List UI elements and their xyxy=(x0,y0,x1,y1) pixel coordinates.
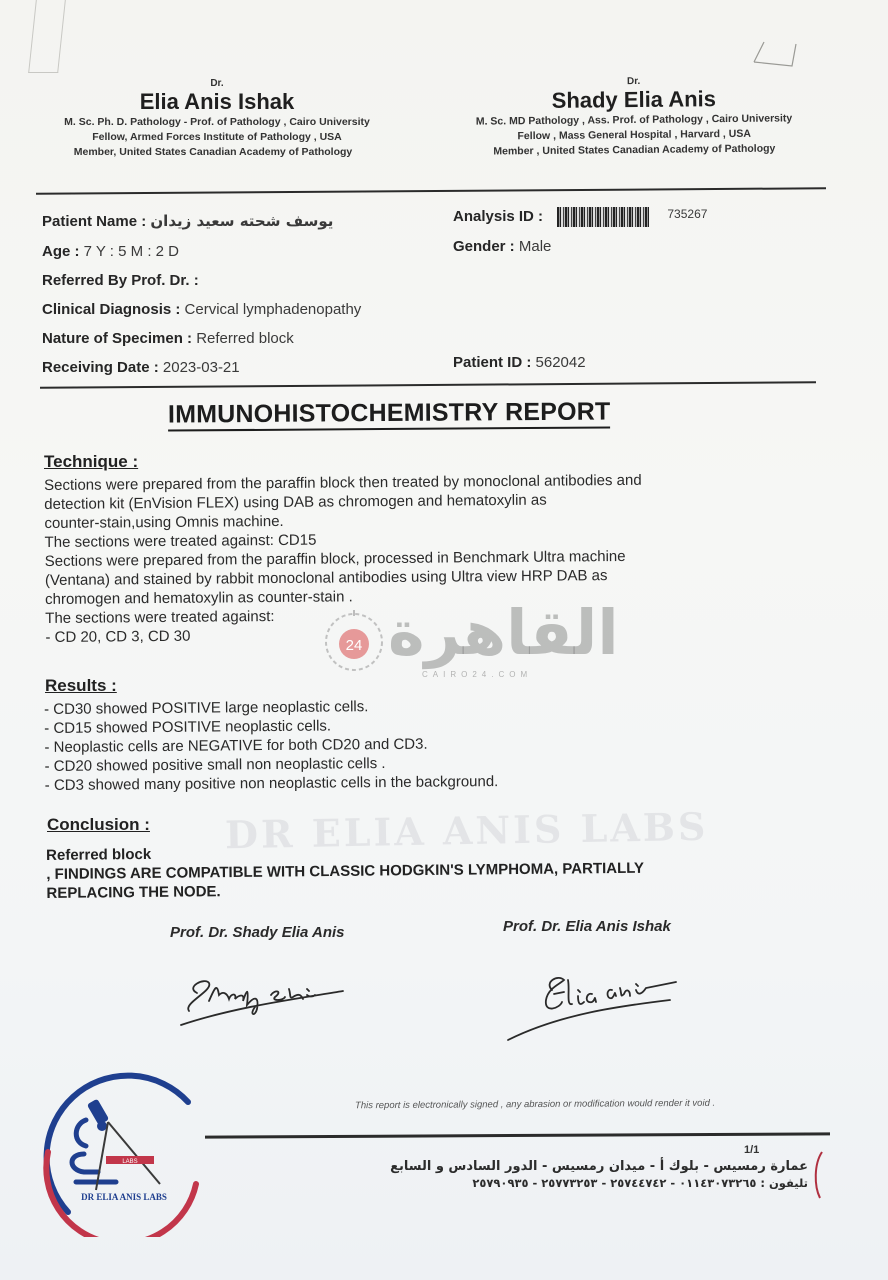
conclusion-heading: Conclusion : xyxy=(47,815,150,834)
technique-line: The sections were treated against: xyxy=(45,607,275,627)
technique-line: detection kit (EnVision FLEX) using DAB as chromogen and hematoxylin as xyxy=(44,491,547,513)
technique-line: Sections were prepared from the paraffin block, processed in Benchmark Ultra machine xyxy=(44,547,626,570)
result-line: - CD3 showed many positive non neoplastic cells in the background. xyxy=(44,773,499,794)
clinical-diagnosis-label: Clinical Diagnosis : xyxy=(42,301,181,318)
doctor-credential: Member , United States Canadian Academy of Pathology xyxy=(493,142,776,158)
referred-by-label: Referred By Prof. Dr. : xyxy=(42,272,199,289)
result-line: - CD15 showed POSITIVE neoplastic cells. xyxy=(44,717,332,737)
doctor-name: Elia Anis Ishak xyxy=(139,89,295,114)
lab-address xyxy=(390,1158,808,1192)
conclusion-line: , FINDINGS ARE COMPATIBLE WITH CLASSIC HODGKIN'S LYMPHOMA, PARTIALLY xyxy=(46,859,645,883)
clinical-diagnosis-value: Cervical lymphadenopathy xyxy=(184,301,362,318)
doctor-prefix: Dr. xyxy=(626,75,641,88)
barcode-icon xyxy=(557,207,649,227)
signer-right-name: Prof. Dr. Elia Anis Ishak xyxy=(503,918,671,935)
clinical-diagnosis-field xyxy=(42,301,361,318)
cairo24-latin-wordmark: CAIRO24.COM xyxy=(422,670,533,679)
svg-text:DR ELIA ANIS LABS: DR ELIA ANIS LABS xyxy=(81,1192,167,1202)
signature-left-icon xyxy=(175,965,365,1035)
header-divider xyxy=(36,187,826,195)
technique-line: The sections were treated against: CD15 xyxy=(44,531,317,551)
page-number: 1/1 xyxy=(744,1144,760,1156)
patient-id-field xyxy=(453,354,586,371)
technique-line: chromogen and hematoxylin as counter-stain . xyxy=(45,588,353,608)
patient-name-field xyxy=(42,212,333,230)
conclusion-line: Referred block xyxy=(46,845,152,864)
technique-line: - CD 20, CD 3, CD 30 xyxy=(45,627,191,646)
tape-mark-left xyxy=(28,0,66,73)
patient-divider xyxy=(40,381,816,388)
svg-text:24: 24 xyxy=(345,637,363,654)
doctor-credential: M. Sc. MD Pathology , Ass. Prof. of Pathology , Cairo University xyxy=(475,112,793,128)
patient-id-label: Patient ID : xyxy=(453,354,532,371)
patient-id-value: 562042 xyxy=(535,354,586,371)
doctor-credential: Fellow, Armed Forces Institute of Pathology , USA xyxy=(92,131,342,143)
gender-label: Gender : xyxy=(453,238,515,255)
signer-left-name: Prof. Dr. Shady Elia Anis xyxy=(170,924,345,941)
doctor-credential: Member, United States Canadian Academy of Pathology xyxy=(73,146,353,158)
referred-by-field xyxy=(42,272,199,289)
analysis-id-value: 735267 xyxy=(667,207,708,221)
doctor-name: Shady Elia Anis xyxy=(551,86,717,113)
specimen-value: Referred block xyxy=(196,330,294,347)
address-bracket-icon xyxy=(812,1150,826,1200)
patient-name-value: يوسف شحته سعيد زيدان xyxy=(150,212,334,230)
conclusion-line: REPLACING THE NODE. xyxy=(46,883,221,902)
electronic-signature-notice: This report is electronically signed , any abrasion or modification would render it void . xyxy=(354,1097,716,1112)
lab-watermark: DR ELIA ANIS LABS xyxy=(224,803,709,858)
receiving-date-label: Receiving Date : xyxy=(42,359,159,376)
gender-value: Male xyxy=(518,238,552,255)
technique-line: Sections were prepared from the paraffin block then treated by monoclonal antibodies and xyxy=(44,471,642,494)
specimen-field xyxy=(42,330,294,347)
doctor-credential: M. Sc. Ph. D. Pathology - Prof. of Pathology , Cairo University xyxy=(64,116,370,128)
doctor-prefix: Dr. xyxy=(210,78,224,89)
age-value: 7 Y : 5 M : 2 D xyxy=(83,243,179,260)
doctor-credential: Fellow , Mass General Hospital , Harvard , USA xyxy=(517,127,751,143)
technique-line: counter-stain,using Omnis machine. xyxy=(44,512,284,532)
report-title: IMMUNOHISTOCHEMISTRY REPORT xyxy=(168,396,611,431)
technique-line: (Ventana) and stained by rabbit monoclonal antibodies using Ultra view HRP DAB as xyxy=(44,567,608,589)
conclusion-body xyxy=(46,840,644,903)
svg-text:LABS: LABS xyxy=(122,1159,138,1165)
results-heading: Results : xyxy=(45,676,117,695)
analysis-id-field xyxy=(453,207,707,227)
signature-right-icon xyxy=(500,960,700,1045)
result-line: - CD20 showed positive small non neoplastic cells . xyxy=(44,755,386,775)
gender-field xyxy=(453,238,551,255)
phone-line: تليفون : ٠١١٤٣٠٧٣٢٦٥ - ٢٥٧٤٤٧٤٢ - ٢٥٧٧٣٢٥٣ - ٢٥٧٩٠٩٣٥ xyxy=(472,1176,808,1190)
result-line: - CD30 showed POSITIVE large neoplastic cells. xyxy=(44,698,369,718)
age-label: Age : xyxy=(42,243,80,260)
tape-mark-right-corner xyxy=(750,38,800,72)
footer-divider xyxy=(205,1132,830,1138)
tape-mark-right xyxy=(448,38,482,66)
specimen-label: Nature of Specimen : xyxy=(42,330,193,347)
results-body xyxy=(44,696,498,795)
patient-name-label: Patient Name : xyxy=(42,213,147,230)
lab-logo-icon xyxy=(38,1062,208,1237)
address-line: عمارة رمسيس - بلوك أ - ميدان رمسيس - الدور السادس و السابع xyxy=(390,1159,808,1174)
header-left-doctor xyxy=(26,78,408,160)
result-line: - Neoplastic cells are NEGATIVE for both CD20 and CD3. xyxy=(44,735,428,756)
receiving-date-value: 2023-03-21 xyxy=(162,359,240,376)
header-right-doctor xyxy=(448,74,821,160)
analysis-id-label: Analysis ID : xyxy=(453,207,544,225)
stopwatch-icon xyxy=(322,608,388,674)
cairo24-arabic-wordmark: القاهرة xyxy=(388,596,619,669)
age-field xyxy=(42,243,179,260)
receiving-date-field xyxy=(42,359,240,376)
technique-heading: Technique : xyxy=(44,452,139,471)
